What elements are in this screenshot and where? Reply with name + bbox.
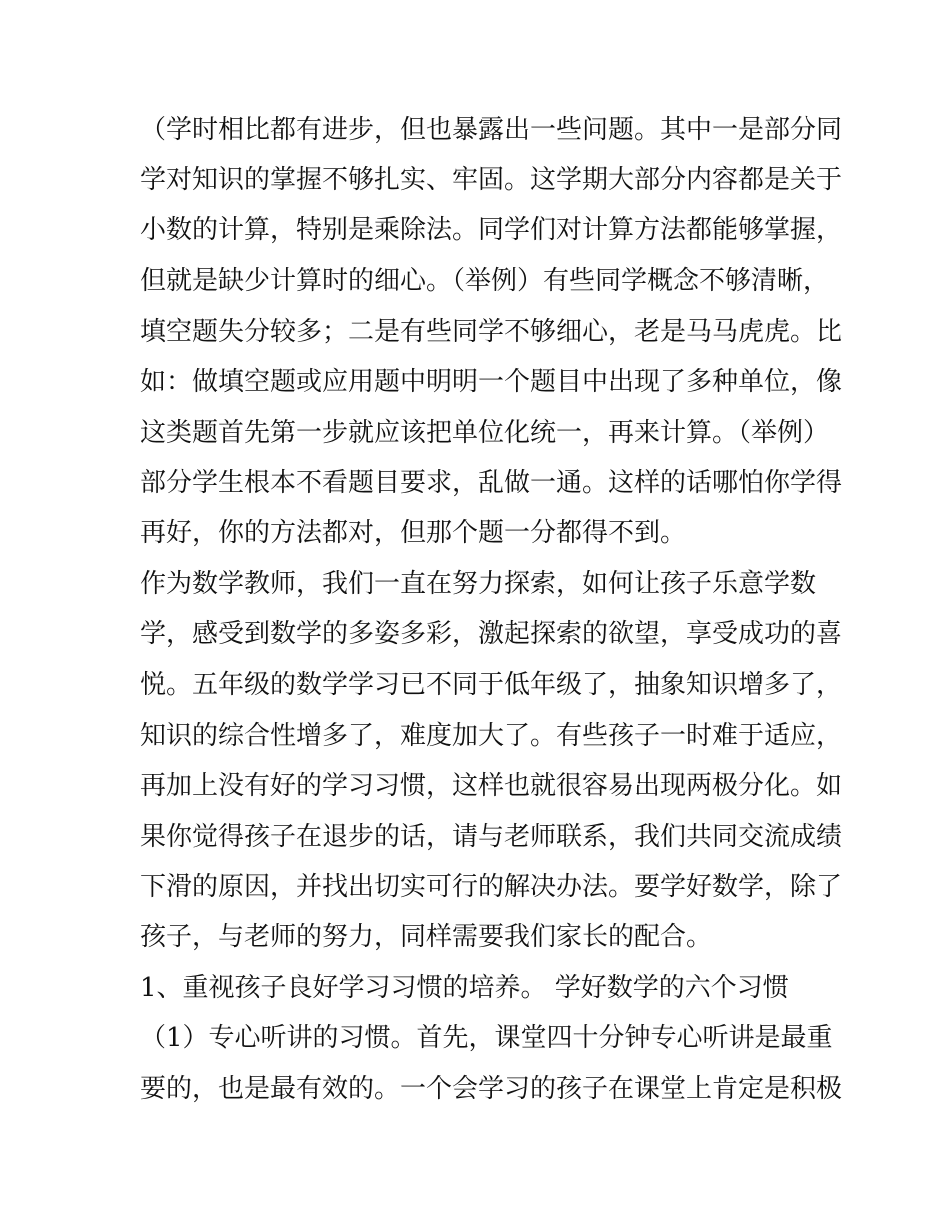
- text-line: 悦。五年级的数学学习已不同于低年级了，抽象知识增多了，: [140, 670, 843, 700]
- text-line: 如：做填空题或应用题中明明一个题目中出现了多种单位，像: [140, 367, 843, 397]
- text-line: 再加上没有好的学习习惯，这样也就很容易出现两极分化。如: [140, 771, 843, 801]
- text-line: 这类题首先第一步就应该把单位化统一，再来计算。（举例）: [140, 418, 830, 448]
- text-line: 1、重视孩子良好学习习惯的培养。 学好数学的六个习惯: [140, 973, 789, 1003]
- text-line: 再好，你的方法都对，但那个题一分都得不到。: [140, 518, 687, 548]
- text-line: 作为数学教师，我们一直在努力探索，如何让孩子乐意学数: [140, 569, 817, 599]
- text-line: 要的，也是最有效的。一个会学习的孩子在课堂上肯定是积极: [140, 1074, 843, 1104]
- text-line: 学，感受到数学的多姿多彩，激起探索的欲望，享受成功的喜: [140, 619, 843, 649]
- text-line: 知识的综合性增多了，难度加大了。有些孩子一时难于适应，: [140, 721, 843, 751]
- text-line: 学对知识的掌握不够扎实、牢固。这学期大部分内容都是关于: [140, 165, 843, 195]
- text-line: 下滑的原因，并找出切实可行的解决办法。要学好数学，除了: [140, 872, 843, 902]
- text-line: 孩子，与老师的努力，同样需要我们家长的配合。: [140, 922, 713, 952]
- text-line: 填空题失分较多；二是有些同学不够细心，老是马马虎虎。比: [140, 317, 843, 347]
- text-line: 部分学生根本不看题目要求，乱做一通。这样的话哪怕你学得: [140, 468, 843, 498]
- text-line: 果你觉得孩子在退步的话，请与老师联系，我们共同交流成绩: [140, 822, 843, 852]
- text-line: （学时相比都有进步，但也暴露出一些问题。其中一是部分同: [140, 115, 843, 145]
- text-line: 但就是缺少计算时的细心。（举例）有些同学概念不够清晰，: [140, 266, 830, 296]
- text-line: 小数的计算，特别是乘除法。同学们对计算方法都能够掌握，: [140, 215, 843, 245]
- text-line: （1）专心听讲的习惯。首先，课堂四十分钟专心听讲是最重: [140, 1023, 833, 1053]
